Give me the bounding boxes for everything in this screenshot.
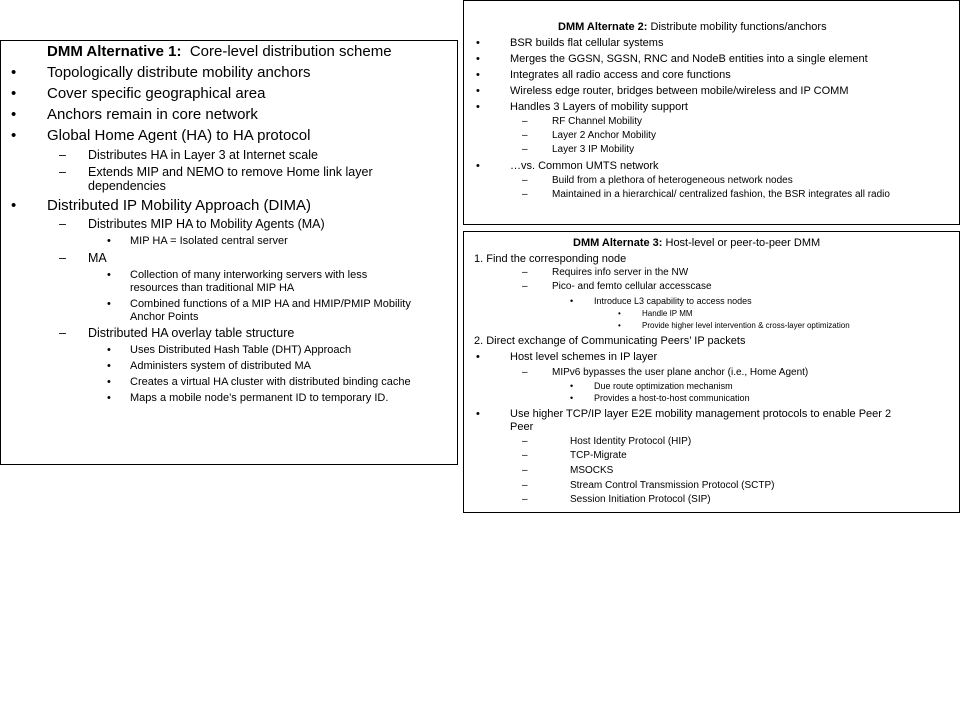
bullet-dot: •	[618, 321, 621, 330]
box1-sub-5b-ii-line2: Anchor Points	[130, 311, 199, 323]
box1-bullet-4: Global Home Agent (HA) to HA protocol	[47, 127, 311, 144]
box2-bullet-5: Handles 3 Layers of mobility support	[510, 101, 688, 113]
box3-item-2-bullet-2-line1: Use higher TCP/IP layer E2E mobility management protocols to enable Peer 2	[510, 408, 892, 420]
bullet-dot: •	[107, 360, 111, 372]
box1-sub-5b-i-line1: Collection of many interworking servers with less	[130, 269, 368, 281]
bullet-dot: •	[476, 69, 480, 81]
box3-protocol-3: MSOCKS	[570, 465, 614, 476]
box1-sub-5c-iii: Creates a virtual HA cluster with distributed binding cache	[130, 376, 411, 388]
bullet-dot: •	[570, 381, 574, 391]
bullet-dot: •	[476, 351, 480, 363]
box3-title-rest: Host-level or peer-to-peer DMM	[665, 237, 821, 249]
box1-bullet-1: Topologically distribute mobility anchors	[47, 64, 311, 81]
box1-title-bold: DMM Alternative 1:	[47, 43, 182, 60]
box1-title-rest: Core-level distribution scheme	[189, 43, 392, 60]
box3-protocol-4: Stream Control Transmission Protocol (SCTP)	[570, 480, 775, 491]
box3-item-1b-i-2: Provide higher level intervention & cross-layer optimization	[642, 321, 850, 330]
box1-sub-4b-line1: Extends MIP and NEMO to remove Home link layer	[88, 165, 373, 179]
box3-protocol-5: Session Initiation Protocol (SIP)	[570, 494, 711, 505]
bullet-dot: •	[107, 298, 111, 310]
box1-sub-5c-iv: Maps a mobile node’s permanent ID to temporary ID.	[130, 392, 389, 404]
dmm-alternate-2-box	[463, 0, 960, 225]
dash-marker: –	[59, 148, 66, 162]
box2-sub-5b: Layer 2 Anchor Mobility	[552, 130, 656, 141]
box2-bullet-6: …vs. Common UMTS network	[510, 160, 659, 172]
box3-item-2: 2. Direct exchange of Communicating Peers’ IP packets	[474, 335, 746, 347]
box1-sub-5b: MA	[88, 251, 107, 265]
dmm-alternate-3-box	[463, 231, 960, 513]
dmm-alternative-1-box	[0, 40, 458, 465]
dash-marker: –	[522, 450, 528, 461]
box1-sub-5b-i-line2: resources than traditional MIP HA	[130, 282, 295, 294]
dash-marker: –	[522, 189, 528, 200]
box3-item-2-bullet-1a: MIPv6 bypasses the user plane anchor (i.e., Home Agent)	[552, 367, 809, 378]
bullet-dot: •	[570, 393, 574, 403]
box2-sub-6a: Build from a plethora of heterogeneous network nodes	[552, 175, 793, 186]
box1-sub-4b-line2: dependencies	[88, 179, 166, 193]
bullet-dot: •	[570, 296, 574, 306]
box3-item-1b: Pico- and femto cellular accesscase	[552, 281, 712, 292]
bullet-dot: •	[11, 127, 17, 144]
box2-bullet-2: Merges the GGSN, SGSN, RNC and NodeB entities into a single element	[510, 53, 868, 65]
box2-title	[558, 21, 827, 33]
dash-marker: –	[522, 494, 528, 505]
dash-marker: –	[522, 436, 528, 447]
box3-item-2-bullet-2-line2: Peer	[510, 421, 534, 433]
box3-item-1a: Requires info server in the NW	[552, 267, 689, 278]
box3-item-2-bullet-1a-i: Due route optimization mechanism	[594, 381, 733, 391]
bullet-dot: •	[476, 37, 480, 49]
bullet-dot: •	[476, 101, 480, 113]
box2-title-bold: DMM Alternate 2:	[558, 21, 648, 33]
bullet-dot: •	[11, 197, 17, 214]
box1-sub-4a: Distributes HA in Layer 3 at Internet scale	[88, 148, 318, 162]
bullet-dot: •	[476, 160, 480, 172]
box1-sub-5c-i: Uses Distributed Hash Table (DHT) Approach	[130, 344, 352, 356]
box1-bullet-3: Anchors remain in core network	[47, 106, 258, 123]
box3-item-1: 1. Find the corresponding node	[474, 253, 627, 265]
bullet-dot: •	[476, 53, 480, 65]
dash-marker: –	[522, 130, 528, 141]
bullet-dot: •	[11, 85, 17, 102]
dash-marker: –	[522, 281, 528, 292]
dash-marker: –	[59, 326, 66, 340]
bullet-dot: •	[476, 408, 480, 420]
dash-marker: –	[59, 251, 66, 265]
box1-bullet-2: Cover specific geographical area	[47, 85, 266, 102]
bullet-dot: •	[476, 85, 480, 97]
box2-sub-5a: RF Channel Mobility	[552, 116, 643, 127]
bullet-dot: •	[11, 64, 17, 81]
dash-marker: –	[522, 116, 528, 127]
bullet-dot: •	[107, 376, 111, 388]
dash-marker: –	[59, 165, 66, 179]
box3-item-2-bullet-1: Host level schemes in IP layer	[510, 351, 658, 363]
box1-sub-5a: Distributes MIP HA to Mobility Agents (MA)	[88, 217, 325, 231]
box3-protocol-1: Host Identity Protocol (HIP)	[570, 436, 692, 447]
dash-marker: –	[522, 367, 528, 378]
bullet-dot: •	[107, 344, 111, 356]
dash-marker: –	[522, 480, 528, 491]
box2-title-rest: Distribute mobility functions/anchors	[650, 21, 827, 33]
dash-marker: –	[522, 144, 528, 155]
box1-sub-5a-i: MIP HA = Isolated central server	[130, 235, 288, 247]
box1-sub-5b-ii-line1: Combined functions of a MIP HA and HMIP/PMIP Mobility	[130, 298, 411, 310]
dash-marker: –	[522, 267, 528, 278]
dash-marker: –	[522, 175, 528, 186]
box2-sub-6b: Maintained in a hierarchical/ centralized fashion, the BSR integrates all radio	[552, 189, 890, 200]
dash-marker: –	[522, 465, 528, 476]
dash-marker: –	[59, 217, 66, 231]
box3-title	[573, 237, 820, 249]
box2-bullet-3: Integrates all radio access and core functions	[510, 69, 731, 81]
box1-sub-5c: Distributed HA overlay table structure	[88, 326, 295, 340]
bullet-dot: •	[107, 235, 111, 247]
bullet-dot: •	[107, 392, 111, 404]
box3-protocol-2: TCP-Migrate	[570, 450, 627, 461]
box3-item-1b-i: Introduce L3 capability to access nodes	[594, 296, 752, 306]
bullet-dot: •	[618, 309, 621, 318]
box3-item-2-bullet-1a-ii: Provides a host-to-host communication	[594, 393, 750, 403]
box1-sub-5c-ii: Administers system of distributed MA	[130, 360, 311, 372]
bullet-dot: •	[11, 106, 17, 123]
bullet-dot: •	[107, 269, 111, 281]
box3-item-1b-i-1: Handle IP MM	[642, 309, 693, 318]
box3-title-bold: DMM Alternate 3:	[573, 237, 663, 249]
box2-bullet-1: BSR builds flat cellular systems	[510, 37, 664, 49]
box1-bullet-5: Distributed IP Mobility Approach (DIMA)	[47, 197, 311, 214]
box2-sub-5c: Layer 3 IP Mobility	[552, 144, 635, 155]
box1-title	[47, 43, 392, 60]
box2-bullet-4: Wireless edge router, bridges between mobile/wireless and IP COMM	[510, 85, 849, 97]
